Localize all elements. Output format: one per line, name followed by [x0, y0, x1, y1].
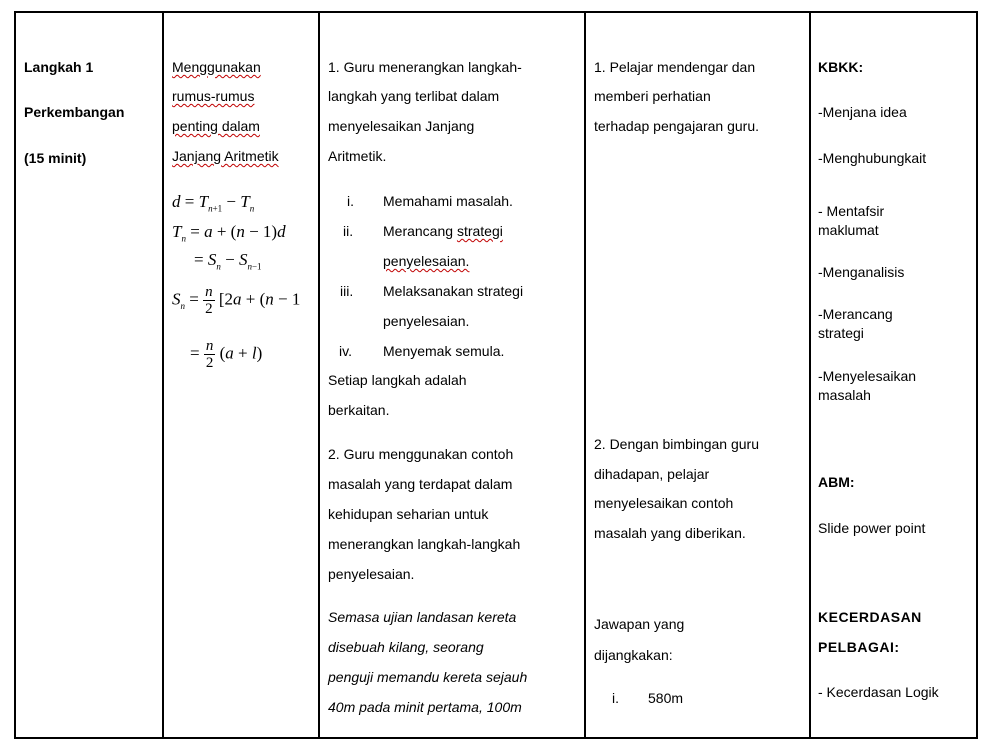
abm-value: Slide power point — [818, 520, 926, 536]
step-text: penyelesaian. — [383, 313, 470, 329]
step-text-part: Merancang — [383, 223, 457, 239]
student-line: memberi perhatian — [594, 88, 711, 104]
kbkk-item: masalah — [818, 387, 871, 403]
table-border-left — [14, 11, 16, 739]
kecerdasan-title: PELBAGAI: — [818, 639, 900, 655]
teacher-line: 2. Guru menggunakan contoh — [328, 446, 514, 462]
stage-subtitle: Perkembangan — [24, 104, 125, 120]
teacher-line: kehidupan seharian untuk — [328, 506, 489, 522]
step-text: Melaksanakan strategi — [383, 283, 524, 299]
kbkk-title: KBKK: — [818, 59, 864, 75]
step-number: iv. — [339, 343, 352, 359]
stage-duration: (15 minit) — [24, 150, 87, 166]
step-number: iii. — [340, 283, 354, 299]
kbkk-item: strategi — [818, 325, 864, 341]
answer-title: Jawapan yang — [594, 616, 685, 632]
teacher-line: masalah yang terdapat dalam — [328, 476, 513, 492]
teacher-line: menerangkan langkah-langkah — [328, 536, 521, 552]
content-line: Menggunakan — [172, 59, 261, 75]
column-divider-4 — [809, 11, 811, 739]
step-text: Memahami masalah. — [383, 193, 513, 209]
kbkk-item: - Mentafsir — [818, 203, 885, 219]
formula-4: $S_n$ = $\frac{n}{2}$ [2a + (n − 1 — [172, 284, 301, 317]
student-line: masalah yang diberikan. — [594, 525, 746, 541]
teacher-line: menyelesaikan Janjang — [328, 118, 475, 134]
kbkk-item: -Menyelesaikan — [818, 368, 917, 384]
example-line: disebuah kilang, seorang — [328, 639, 484, 655]
stage-title: Langkah 1 — [24, 59, 94, 75]
step-text: Menyemak semula. — [383, 343, 505, 359]
teacher-line: Aritmetik. — [328, 148, 387, 164]
teacher-line: Setiap langkah adalah — [328, 372, 467, 388]
example-line: penguji memandu kereta sejauh — [328, 669, 528, 685]
formula-2: $T_n = a + (n - 1)d$ — [172, 222, 286, 244]
teacher-line: 1. Guru menerangkan langkah- — [328, 59, 522, 75]
kbkk-item: -Menjana idea — [818, 104, 907, 120]
content-line: rumus-rumus — [172, 88, 255, 104]
teacher-line: berkaitan. — [328, 402, 390, 418]
formula-1: $d = T_{n+1} - T_n$ — [172, 192, 255, 214]
kbkk-item: maklumat — [818, 222, 879, 238]
answer-number: i. — [612, 690, 619, 706]
step-number: ii. — [343, 223, 354, 239]
table-border-top — [14, 11, 978, 13]
kbkk-item: -Menganalisis — [818, 264, 905, 280]
teacher-line: penyelesaian. — [328, 566, 415, 582]
content-line: Janjang Aritmetik — [172, 148, 279, 164]
student-line: menyelesaikan contoh — [594, 495, 734, 511]
student-line: 1. Pelajar mendengar dan — [594, 59, 756, 75]
column-divider-3 — [584, 11, 586, 739]
kbkk-item: -Merancang — [818, 306, 893, 322]
content-line: penting dalam — [172, 118, 260, 134]
step-text-part: strategi — [456, 223, 503, 239]
table-border-bottom — [14, 737, 978, 739]
teacher-line: langkah yang terlibat dalam — [328, 88, 500, 104]
example-line: Semasa ujian landasan kereta — [328, 609, 517, 625]
column-divider-1 — [162, 11, 164, 739]
table-border-right — [976, 11, 978, 739]
answer-title: dijangkakan: — [594, 647, 673, 663]
kecerdasan-value: - Kecerdasan Logik — [818, 684, 939, 700]
answer-value: 580m — [648, 690, 684, 706]
step-text — [383, 223, 503, 239]
formula-5: = $\frac{n}{2}$ (a + l) — [190, 338, 263, 371]
student-line: dihadapan, pelajar — [594, 466, 710, 482]
kbkk-item: -Menghubungkait — [818, 150, 927, 166]
kecerdasan-title: KECERDASAN — [818, 609, 922, 625]
student-line: terhadap pengajaran guru. — [594, 118, 760, 134]
column-divider-2 — [318, 11, 320, 739]
example-line: 40m pada minit pertama, 100m — [328, 699, 522, 715]
formula-3: = $S_n - S_{n-1}$ — [194, 250, 262, 272]
step-text: penyelesaian. — [383, 253, 470, 269]
step-number: i. — [347, 193, 354, 209]
abm-title: ABM: — [818, 474, 855, 490]
student-line: 2. Dengan bimbingan guru — [594, 436, 760, 452]
